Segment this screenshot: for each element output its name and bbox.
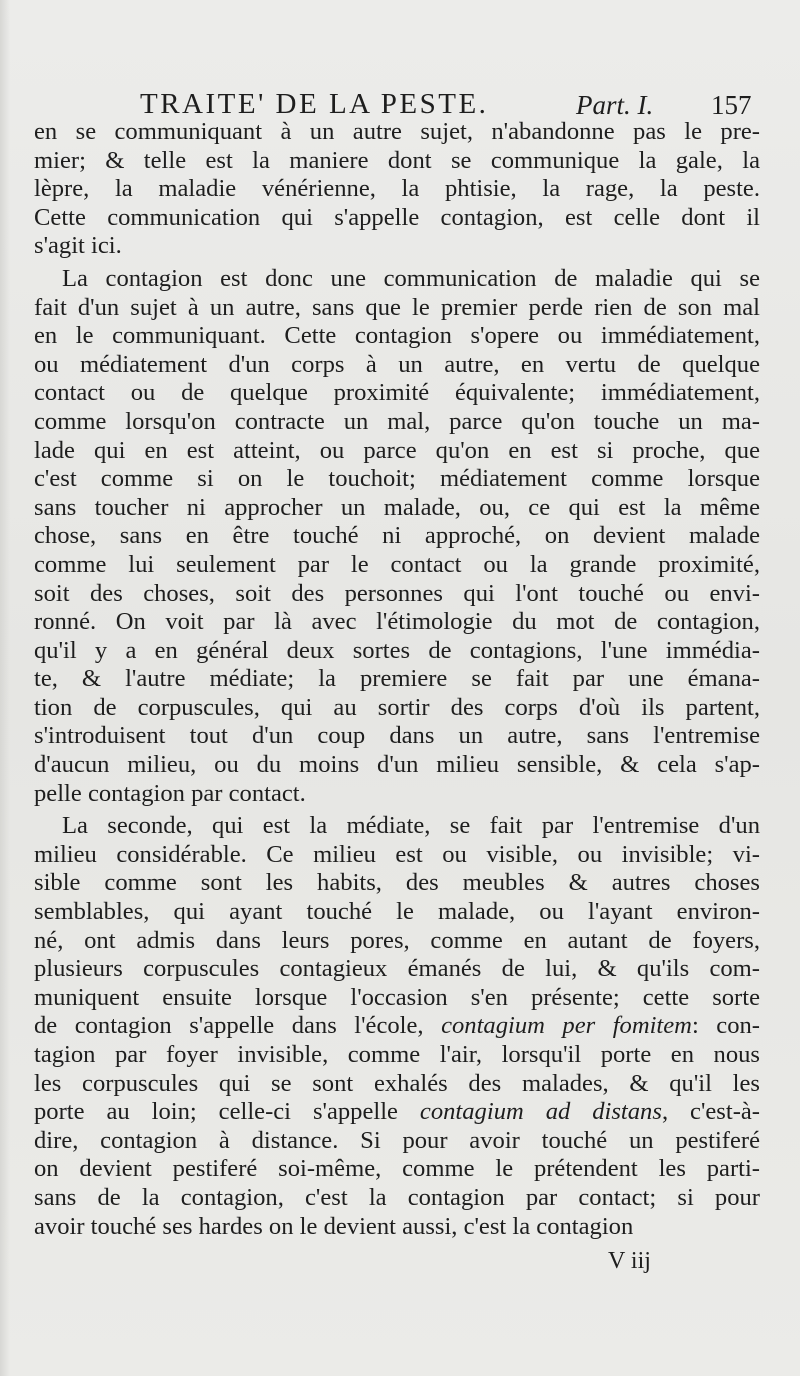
text-line: en le communiquant. Cette contagion s'opere ou immédiatement,	[34, 322, 760, 350]
text-line: soit des choses, soit des personnes qui l'ont touché ou envi-	[34, 579, 760, 607]
running-title: TRAITE' DE LA PESTE.	[140, 88, 489, 120]
text-line: s'introduisent tout d'un coup dans un autre, sans l'entremise	[34, 722, 760, 750]
text-line: sans de la contagion, c'est la contagion par contact; si pour	[34, 1183, 760, 1211]
text-line: semblables, qui ayant touché le malade, ou l'ayant environ-	[34, 898, 760, 926]
text-line: La seconde, qui est la médiate, se fait par l'entremise d'un	[62, 812, 760, 840]
text-line: lèpre, la maladie vénérienne, la phtisie, la rage, la peste.	[34, 175, 760, 203]
text-line: ronné. On voit par là avec l'étimologie du mot de contagion,	[34, 608, 760, 636]
text-line: de contagion s'appelle dans l'école, contagium per fomitem: con-	[34, 1012, 760, 1040]
text-line: comme lorsqu'on contracte un mal, parce qu'on touche un ma-	[34, 407, 760, 435]
text-line: porte au loin; celle-ci s'appelle contagium ad distans, c'est-à-	[34, 1098, 760, 1126]
text-line: plusieurs corpuscules contagieux émanés de lui, & qu'ils com-	[34, 955, 760, 983]
text-line: en se communiquant à un autre sujet, n'abandonne pas le pre-	[34, 118, 760, 145]
text-line: milieu considérable. Ce milieu est ou visible, ou invisible; vi-	[34, 840, 760, 868]
text-line: fait d'un sujet à un autre, sans que le premier perde rien de son mal	[34, 293, 760, 321]
text-line: dire, contagion à distance. Si pour avoir touché un pestiferé	[34, 1126, 760, 1154]
text-line: tagion par foyer invisible, comme l'air, lorsqu'il porte en nous	[34, 1041, 760, 1068]
text-line: c'est comme si on le touchoit; médiatement comme lorsque	[34, 465, 760, 493]
text-line: te, & l'autre médiate; la premiere se fait par une émana-	[34, 665, 760, 693]
text-line: sans toucher ni approcher un malade, ou, ce qui est la même	[34, 493, 760, 521]
text-line: d'aucun milieu, ou du moins d'un milieu sensible, & cela s'ap-	[34, 751, 760, 779]
text-line: muniquent ensuite lorsque l'occasion s'en présente; cette sorte	[34, 983, 760, 1011]
text-line: comme lui seulement par le contact ou la grande proximité,	[34, 550, 760, 578]
text-line: contact ou de quelque proximité équivalente; immédiatement,	[34, 379, 760, 407]
text-line: sible comme sont les habits, des meubles & autres choses	[34, 869, 760, 897]
paragraph	[34, 812, 760, 1241]
text-line: lade qui en est atteint, ou parce qu'on en est si proche, que	[34, 436, 760, 464]
text-line: on devient pestiferé soi-même, comme le prétendent les parti-	[34, 1155, 760, 1183]
text-line: La contagion est donc une communication de maladie qui se	[62, 264, 760, 292]
text-line: chose, sans en être touché ni approché, on devient malade	[34, 522, 760, 550]
text-line: mier; & telle est la maniere dont se communique la gale, la	[34, 146, 760, 174]
text-line: ou médiatement d'un corps à un autre, en vertu de quelque	[34, 350, 760, 378]
text-line: s'agit ici.	[34, 232, 122, 260]
text-line: pelle contagion par contact.	[34, 779, 306, 807]
text-line: tion de corpuscules, qui au sortir des corps d'où ils partent,	[34, 693, 760, 721]
text-line: qu'il y a en général deux sortes de contagions, l'une immédia-	[34, 636, 760, 664]
text-line: les corpuscules qui se sont exhalés des malades, & qu'il les	[34, 1069, 760, 1097]
paragraph	[34, 118, 760, 261]
page-number: 157	[711, 90, 752, 120]
part-label: Part. I.	[576, 90, 654, 120]
paragraph	[34, 265, 760, 808]
text-line: Cette communication qui s'appelle contagion, est celle dont il	[34, 203, 760, 231]
body-text	[34, 118, 760, 1241]
text-line: né, ont admis dans leurs pores, comme en autant de foyers,	[34, 926, 760, 954]
text-line: avoir touché ses hardes on le devient aussi, c'est la contagion	[34, 1212, 634, 1240]
signature-mark: V iij	[608, 1248, 651, 1274]
